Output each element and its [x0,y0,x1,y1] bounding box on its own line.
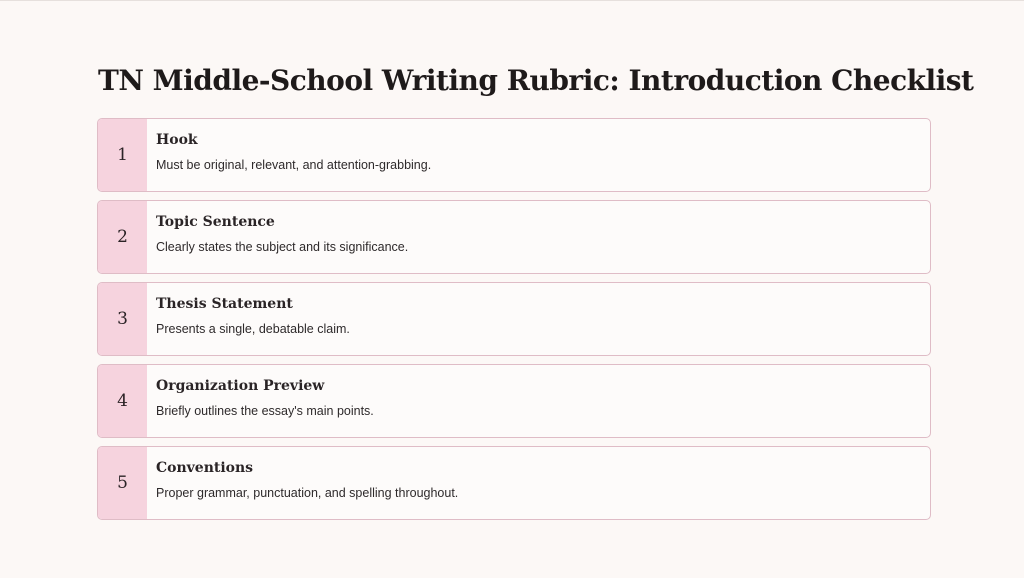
rubric-item-topic-sentence [97,200,931,274]
item-number: 2 [98,201,147,273]
item-number: 3 [98,283,147,355]
item-description: Presents a single, debatable claim. [156,322,350,336]
top-divider [0,0,1024,1]
rubric-item-conventions [97,446,931,520]
item-title: Hook [156,132,198,148]
item-title: Organization Preview [156,378,325,394]
rubric-item-thesis-statement [97,282,931,356]
item-title: Conventions [156,460,254,476]
item-number: 1 [98,119,147,191]
item-number: 4 [98,365,147,437]
item-description: Briefly outlines the essay's main points. [156,404,374,418]
item-number: 5 [98,447,147,519]
item-title: Topic Sentence [156,214,275,230]
rubric-checklist [97,118,931,528]
item-title: Thesis Statement [156,296,293,312]
page-title: TN Middle-School Writing Rubric: Introduction Checklist [98,64,974,97]
item-description: Clearly states the subject and its significance. [156,240,409,254]
item-description: Proper grammar, punctuation, and spelling throughout. [156,486,459,500]
rubric-item-hook [97,118,931,192]
rubric-item-organization-preview [97,364,931,438]
item-description: Must be original, relevant, and attention-grabbing. [156,158,432,172]
